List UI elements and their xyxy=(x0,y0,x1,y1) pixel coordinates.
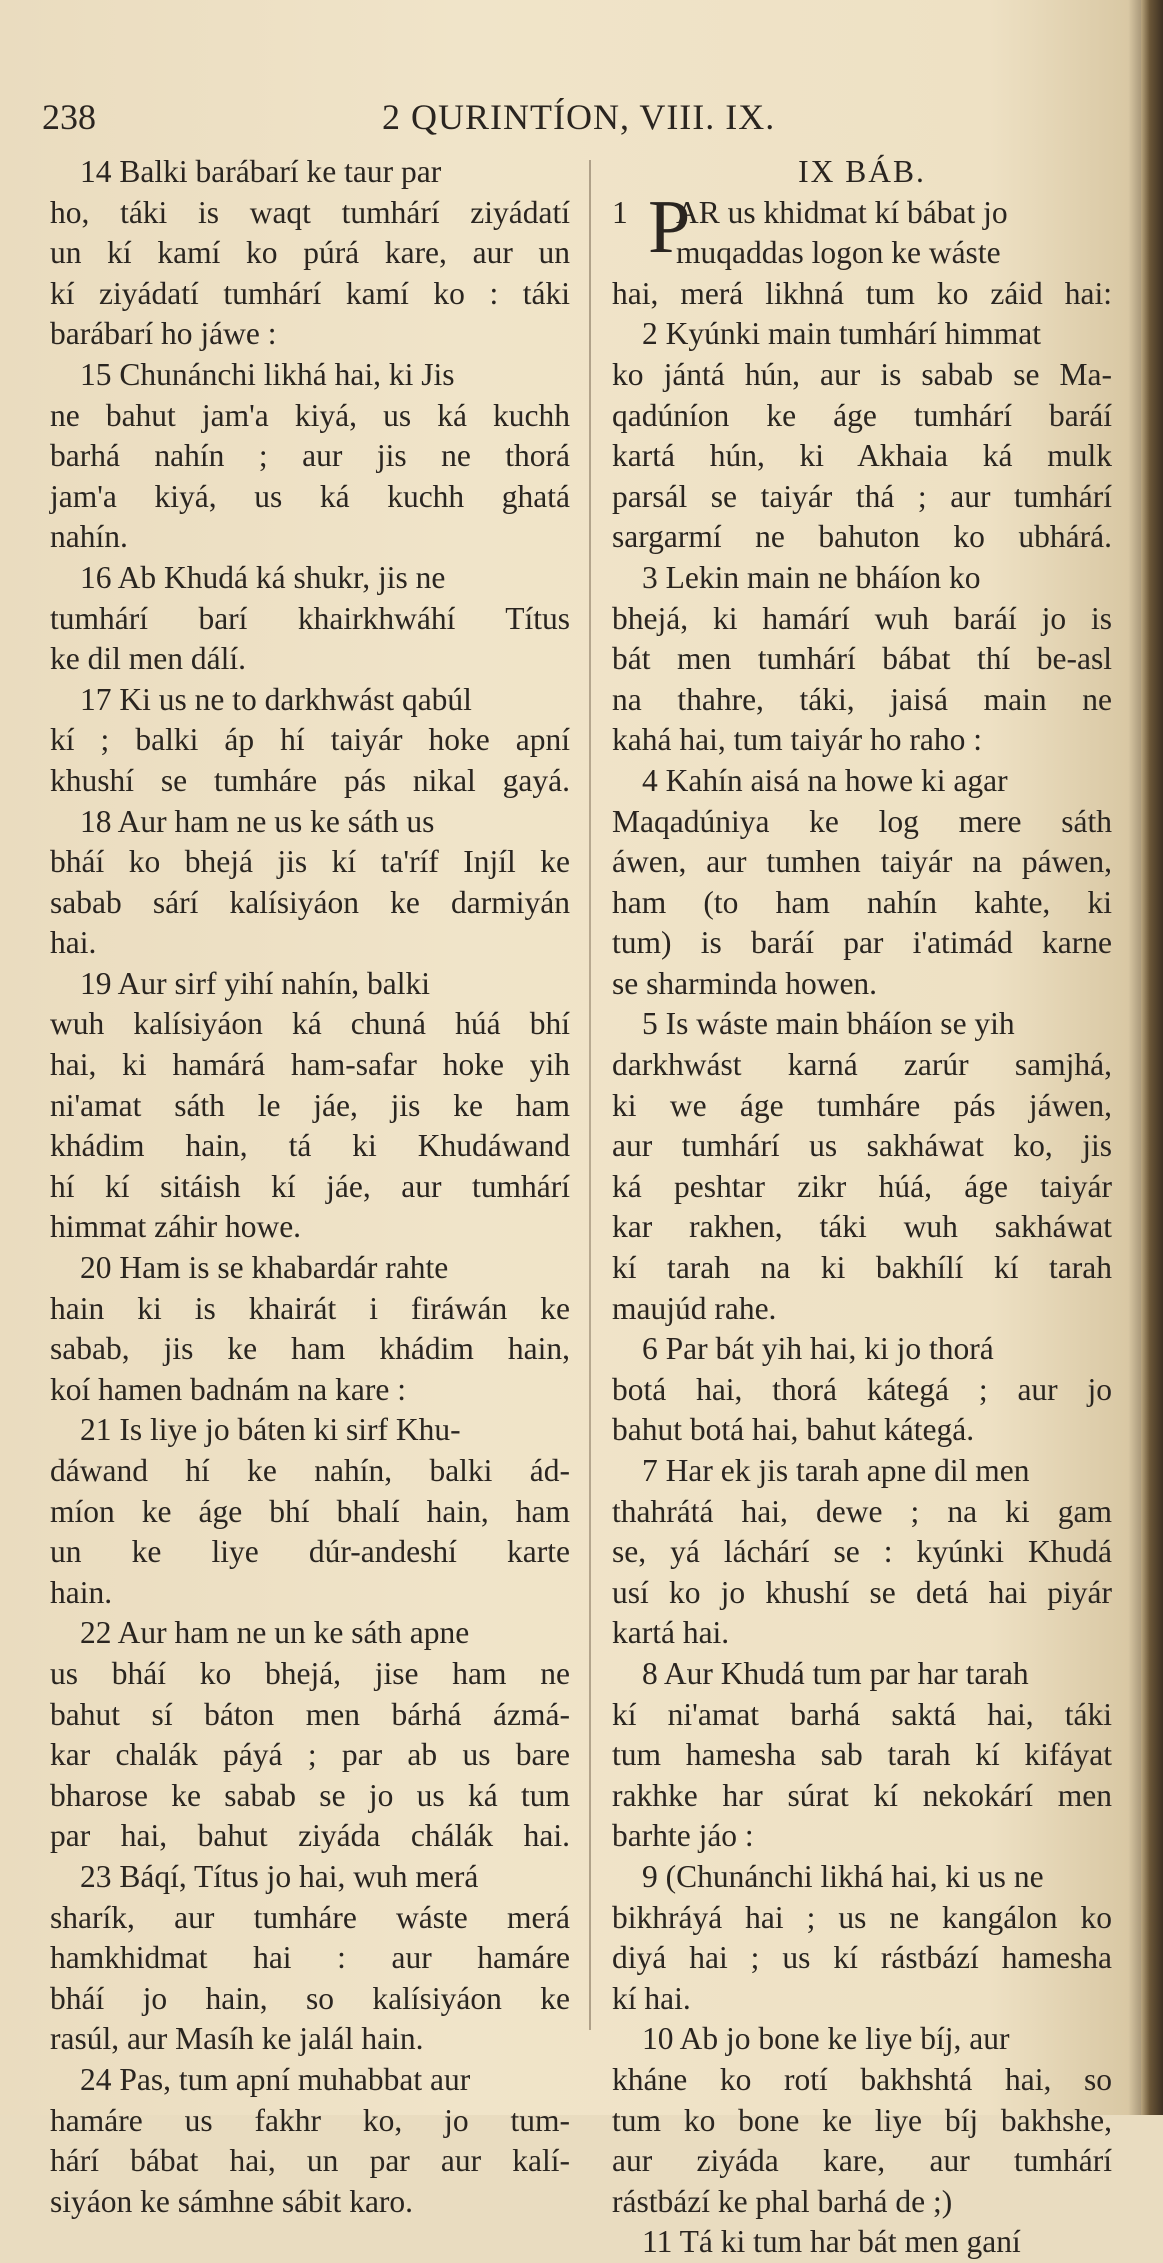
page-edge-shadow xyxy=(1141,0,1163,2115)
column-divider xyxy=(589,160,591,2030)
text-line: bháí jo hain, so kalísiyáon ke xyxy=(50,1980,570,2016)
text-line: tum) is baráí par i'atimád karne xyxy=(612,925,1112,961)
text-line: tum hamesha sab tarah kí kifáyat xyxy=(612,1737,1112,1773)
text-line: hamáre us fakhr ko, jo tum- xyxy=(50,2102,570,2138)
text-line: 19 Aur sirf yihí nahín, balki xyxy=(80,965,430,1001)
text-line: tumhárí barí khairkhwáhí Títus xyxy=(50,600,570,636)
text-line: un ke liye dúr-andeshí karte xyxy=(50,1534,570,1570)
text-line: un kí kamí ko púrá kare, aur un xyxy=(50,235,570,271)
text-line: bahut sí báton men bárhá ázmá- xyxy=(50,1696,570,1732)
text-line: ho, táki is waqt tumhárí ziyádatí xyxy=(50,194,570,230)
text-line: us bháí ko bhejá, jise ham ne xyxy=(50,1655,570,1691)
text-line: diyá hai ; us kí rástbází hamesha xyxy=(612,1940,1112,1976)
text-line: kí hai. xyxy=(612,1980,691,2016)
text-line: barhá nahín ; aur jis ne thorá xyxy=(50,438,570,474)
text-line: rástbází ke phal barhá de ;) xyxy=(612,2183,953,2219)
verse-number: 1 xyxy=(612,194,628,230)
text-line: aur ziyáda kare, aur tumhárí xyxy=(612,2143,1112,2179)
text-line: khushí se tumháre pás nikal gayá. xyxy=(50,762,570,798)
text-line: 20 Ham is se khabardár rahte xyxy=(80,1250,449,1286)
text-line: sabab, jis ke ham khádim hain, xyxy=(50,1331,570,1367)
text-line: hí kí sitáish kí jáe, aur tumhárí xyxy=(50,1168,570,1204)
text-line: kí ; balki áp hí taiyár hoke apní xyxy=(50,722,570,758)
text-line: bharose ke sabab se jo us ká tum xyxy=(50,1777,570,1813)
text-line: 18 Aur ham ne us ke sáth us xyxy=(80,803,435,839)
text-line: sharík, aur tumháre wáste merá xyxy=(50,1899,570,1935)
text-line: muqaddas logon ke wáste xyxy=(676,235,1001,271)
text-line: 14 Balki barábarí ke taur par xyxy=(80,154,442,189)
text-line: 15 Chunánchi likhá hai, ki Jis xyxy=(80,356,455,392)
text-line: 6 Par bát yih hai, ki jo thorá xyxy=(642,1331,994,1367)
text-line: kí ni'amat barhá saktá hai, táki xyxy=(612,1696,1112,1732)
text-line: ká peshtar zikr húá, áge taiyár xyxy=(612,1168,1112,1204)
text-line: 9 (Chunánchi likhá hai, ki us ne xyxy=(642,1858,1044,1894)
text-line: bát men tumhárí bábat thí be-asl xyxy=(612,641,1112,677)
text-line: 4 Kahín aisá na howe ki agar xyxy=(642,762,1008,798)
page-number: 238 xyxy=(42,97,96,137)
text-line: hai, merá likhná tum ko záid hai: xyxy=(612,275,1112,311)
text-line: 8 Aur Khudá tum par har tarah xyxy=(642,1655,1029,1691)
text-line: thahrátá hai, dewe ; na ki gam xyxy=(612,1493,1112,1529)
text-line: bhejá, ki hamárí wuh baráí jo is xyxy=(612,600,1112,636)
text-line: hain ki is khairát i firáwán ke xyxy=(50,1290,570,1326)
text-line: kartá hai. xyxy=(612,1615,730,1651)
text-line: 5 Is wáste main bháíon se yih xyxy=(642,1006,1015,1042)
text-line: ham (to ham nahín kahte, ki xyxy=(612,884,1112,920)
text-line: ki we áge tumháre pás jáwen, xyxy=(612,1087,1112,1123)
text-line: kar rakhen, táki wuh sakháwat xyxy=(612,1209,1112,1245)
text-line: 2 Kyúnki main tumhárí himmat xyxy=(642,316,1041,352)
text-line: rasúl, aur Masíh ke jalál hain. xyxy=(50,2021,424,2057)
text-line: bháí ko bhejá jis kí ta'ríf Injíl ke xyxy=(50,844,570,880)
text-line: hain. xyxy=(50,1574,113,1610)
text-line: 3 Lekin main ne bháíon ko xyxy=(642,559,981,595)
text-line: se, yá láchárí se : kyúnki Khudá xyxy=(612,1534,1112,1570)
text-line: botá hai, thorá kátegá ; aur jo xyxy=(612,1371,1112,1407)
text-line: AR us khidmat kí bábat jo xyxy=(676,194,1008,230)
text-line: maujúd rahe. xyxy=(612,1290,777,1326)
right-column xyxy=(612,152,1112,2263)
text-line: kahá hai, tum taiyár ho raho : xyxy=(612,722,983,758)
text-line: 17 Ki us ne to darkhwást qabúl xyxy=(80,681,472,717)
chapter-heading: IX BÁB. xyxy=(798,154,926,189)
text-line: 21 Is liye jo báten ki sirf Khu- xyxy=(80,1412,461,1448)
text-line: parsál se taiyár thá ; aur tumhárí xyxy=(612,478,1112,514)
text-line: hárí bábat hai, un par aur kalí- xyxy=(50,2143,570,2179)
text-line: na thahre, táki, jaisá main ne xyxy=(612,681,1112,717)
text-line: ko jántá hún, aur is sabab se Ma- xyxy=(612,356,1112,392)
text-line: 7 Har ek jis tarah apne dil men xyxy=(642,1453,1030,1488)
text-line: kartá hún, ki Akhaia ká mulk xyxy=(612,438,1112,474)
text-line: barhte jáo : xyxy=(612,1818,754,1854)
text-line: 22 Aur ham ne un ke sáth apne xyxy=(80,1615,470,1651)
text-line: wuh kalísiyáon ká chuná húá bhí xyxy=(50,1006,570,1042)
text-line: tum ko bone ke liye bíj bakhshe, xyxy=(612,2102,1112,2138)
text-line: bikhráyá hai ; us ne kangálon ko xyxy=(612,1899,1112,1935)
text-line: khádim hain, tá ki Khudáwand xyxy=(50,1128,570,1164)
text-line: 10 Ab jo bone ke liye bíj, aur xyxy=(642,2021,1010,2057)
text-line: hamkhidmat hai : aur hamáre xyxy=(50,1940,570,1976)
text-line: nahín. xyxy=(50,519,128,555)
text-line: míon ke áge bhí bhalí hain, ham xyxy=(50,1493,570,1529)
text-line: hai. xyxy=(50,925,97,961)
text-line: kí tarah na ki bakhílí kí tarah xyxy=(612,1250,1112,1286)
text-line: kar chalák páyá ; par ab us bare xyxy=(50,1737,570,1773)
text-line: ke dil men dálí. xyxy=(50,641,246,677)
text-line: sargarmí ne bahuton ko ubhárá. xyxy=(612,519,1112,555)
text-line: darkhwást karná zarúr samjhá, xyxy=(612,1047,1112,1083)
text-line: par hai, bahut ziyáda chálák hai. xyxy=(50,1818,570,1854)
page-header xyxy=(42,96,1112,142)
text-line: himmat záhir howe. xyxy=(50,1209,302,1245)
text-line: barábarí ho jáwe : xyxy=(50,316,277,352)
text-line: usí ko jo khushí se detá hai piyár xyxy=(612,1574,1112,1610)
text-line: koí hamen badnám na kare : xyxy=(50,1371,406,1407)
text-line: 16 Ab Khudá ká shukr, jis ne xyxy=(80,559,446,595)
drop-cap: P xyxy=(648,184,691,269)
text-line: 11 Tá ki tum har bát men ganí xyxy=(642,2224,1021,2260)
text-line: se sharminda howen. xyxy=(612,965,878,1001)
text-line: bahut botá hai, bahut kátegá. xyxy=(612,1412,975,1448)
text-line: ni'amat sáth le jáe, jis ke ham xyxy=(50,1087,570,1123)
text-line: 24 Pas, tum apní muhabbat aur xyxy=(80,2061,471,2097)
running-title: 2 QURINTÍON, VIII. IX. xyxy=(382,97,776,137)
text-line: 23 Báqí, Títus jo hai, wuh merá xyxy=(80,1858,479,1894)
text-line: áwen, aur tumhen taiyár na páwen, xyxy=(612,844,1112,880)
text-line: kháne ko rotí bakhshtá hai, so xyxy=(612,2061,1112,2097)
text-line: rakhke har súrat kí nekokárí men xyxy=(612,1777,1112,1813)
left-column xyxy=(50,152,570,2222)
text-line: kí ziyádatí tumhárí kamí ko : táki xyxy=(50,275,570,311)
text-line: ne bahut jam'a kiyá, us ká kuchh xyxy=(50,397,570,433)
text-line: Maqadúniya ke log mere sáth xyxy=(612,803,1112,839)
text-line: siyáon ke sámhne sábit karo. xyxy=(50,2183,414,2219)
text-line: qadúníon ke áge tumhárí baráí xyxy=(612,397,1112,433)
right-column-lines xyxy=(612,193,1112,2263)
text-line: jam'a kiyá, us ká kuchh ghatá xyxy=(50,478,570,514)
text-line: aur tumhárí us sakháwat ko, jis xyxy=(612,1128,1112,1164)
text-line: sabab sárí kalísiyáon ke darmiyán xyxy=(50,884,570,920)
text-line: hai, ki hamárá ham-safar hoke yih xyxy=(50,1047,570,1083)
text-line: dáwand hí ke nahín, balki ád- xyxy=(50,1453,570,1488)
